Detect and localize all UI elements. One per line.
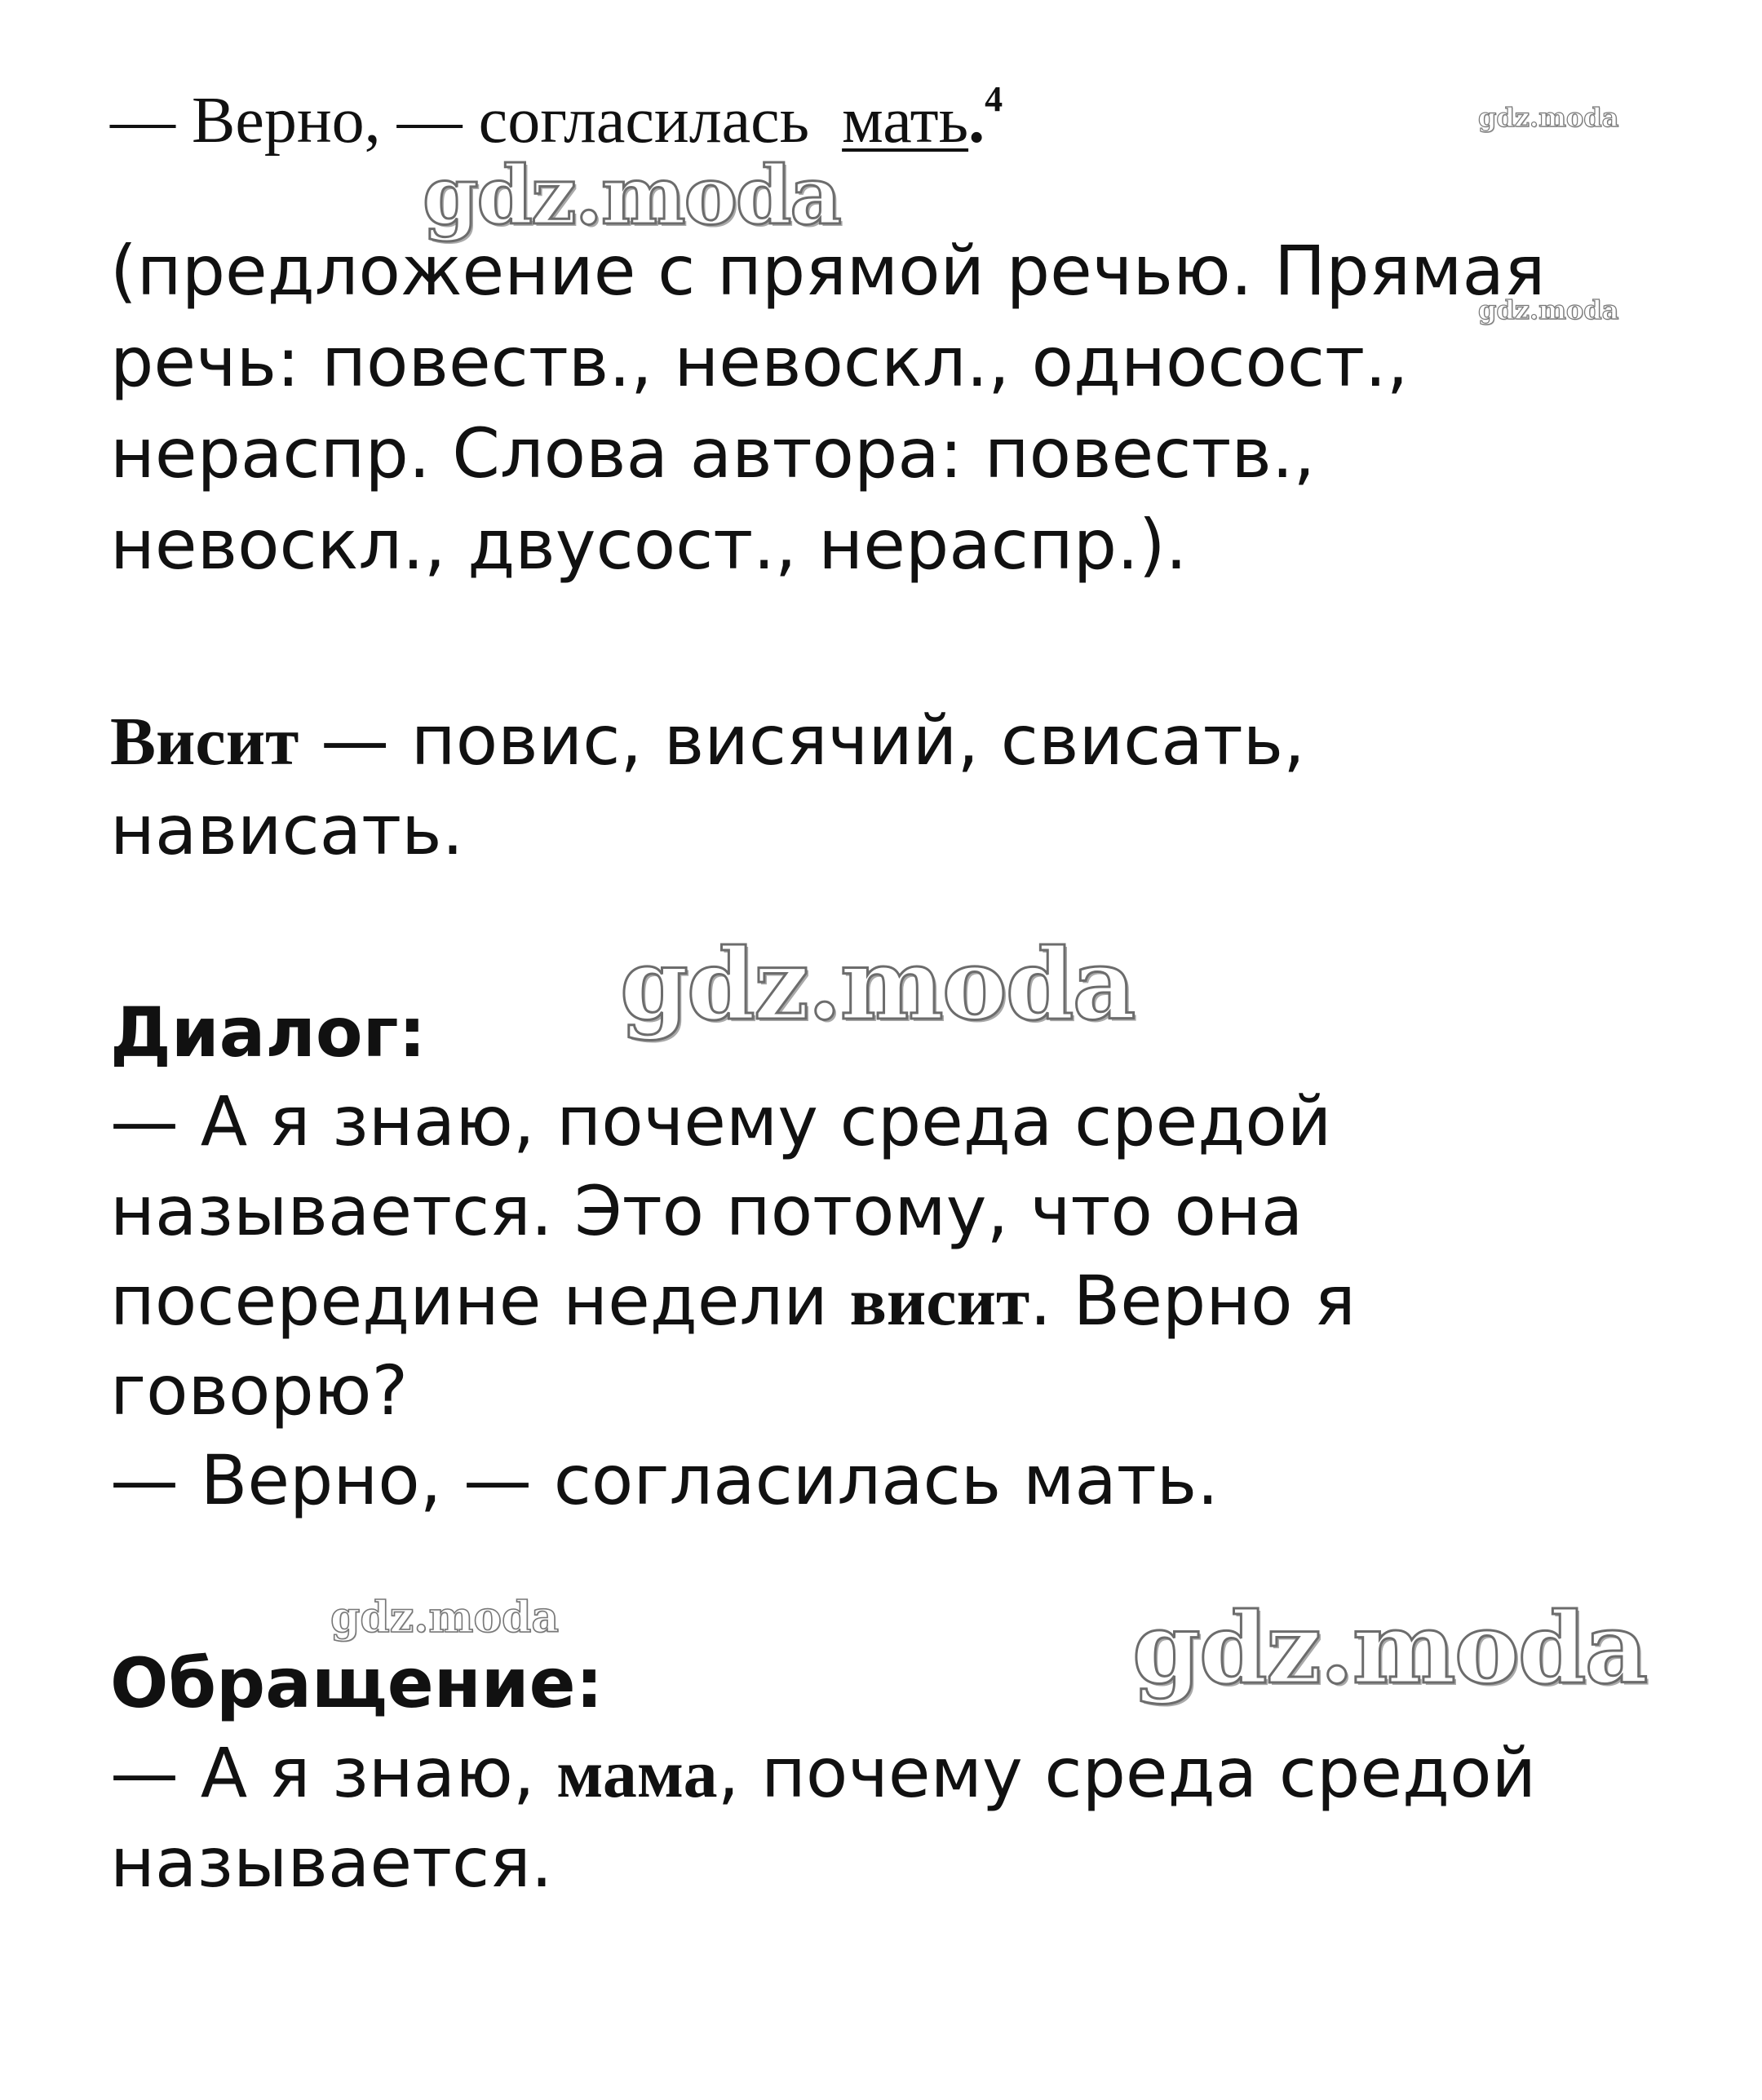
dialog-line-1: — А я знаю, почему среда средой bbox=[110, 1081, 1332, 1161]
analysis-line-2: речь: повеств., невоскл., односост., bbox=[110, 322, 1409, 402]
address-line-1-end: , почему среда средой bbox=[717, 1733, 1537, 1813]
watermark-large-bottom: gdz.moda bbox=[1132, 1591, 1647, 1706]
header-quote-underlined-word: мать bbox=[842, 85, 969, 157]
header-quote-suffix: . bbox=[968, 85, 985, 157]
footnote-marker: 4 bbox=[985, 79, 1003, 119]
word-section-line-2: нависать. bbox=[110, 790, 464, 870]
watermark-large-middle: gdz.moda bbox=[620, 927, 1135, 1042]
address-line-2: называется. bbox=[110, 1823, 553, 1903]
dialog-line-5: — Верно, — согласилась мать. bbox=[110, 1440, 1219, 1520]
dialog-line-3-start: посередине недели bbox=[110, 1261, 850, 1341]
dialog-bold-word: висит bbox=[849, 1264, 1030, 1340]
dialog-line-4: говорю? bbox=[110, 1351, 409, 1430]
address-line-1 bbox=[110, 1733, 1537, 1813]
watermark-small-left: gdz.moda bbox=[330, 1593, 560, 1642]
dialog-line-2: называется. Это потому, что она bbox=[110, 1171, 1304, 1251]
analysis-line-3: нераспр. Слова автора: повеств., bbox=[110, 413, 1316, 493]
headword: Висит bbox=[110, 704, 299, 780]
header-quote-prefix: — Верно, — согласилась bbox=[110, 85, 843, 157]
watermark-large-top: gdz.moda bbox=[423, 149, 840, 243]
header-quote-line bbox=[110, 79, 1003, 157]
address-line-1-start: — А я знаю, bbox=[110, 1733, 557, 1813]
watermark-top-right: gdz.moda bbox=[1478, 102, 1619, 133]
dialog-heading: Диалог: bbox=[110, 993, 427, 1072]
address-heading: Обращение: bbox=[110, 1643, 604, 1723]
analysis-line-1: (предложение с прямой речью. Прямая bbox=[110, 231, 1546, 311]
address-bold-word: мама bbox=[556, 1736, 718, 1812]
dialog-line-3-end: . Верно я bbox=[1029, 1261, 1356, 1341]
dialog-line-3 bbox=[110, 1261, 1356, 1341]
word-forms: — повис, висячий, свисать, bbox=[299, 701, 1305, 780]
analysis-line-4: невоскл., двусост., нераспр.). bbox=[110, 505, 1188, 585]
word-section-line-1 bbox=[110, 701, 1305, 780]
watermark-mid-right: gdz.moda bbox=[1478, 294, 1619, 325]
